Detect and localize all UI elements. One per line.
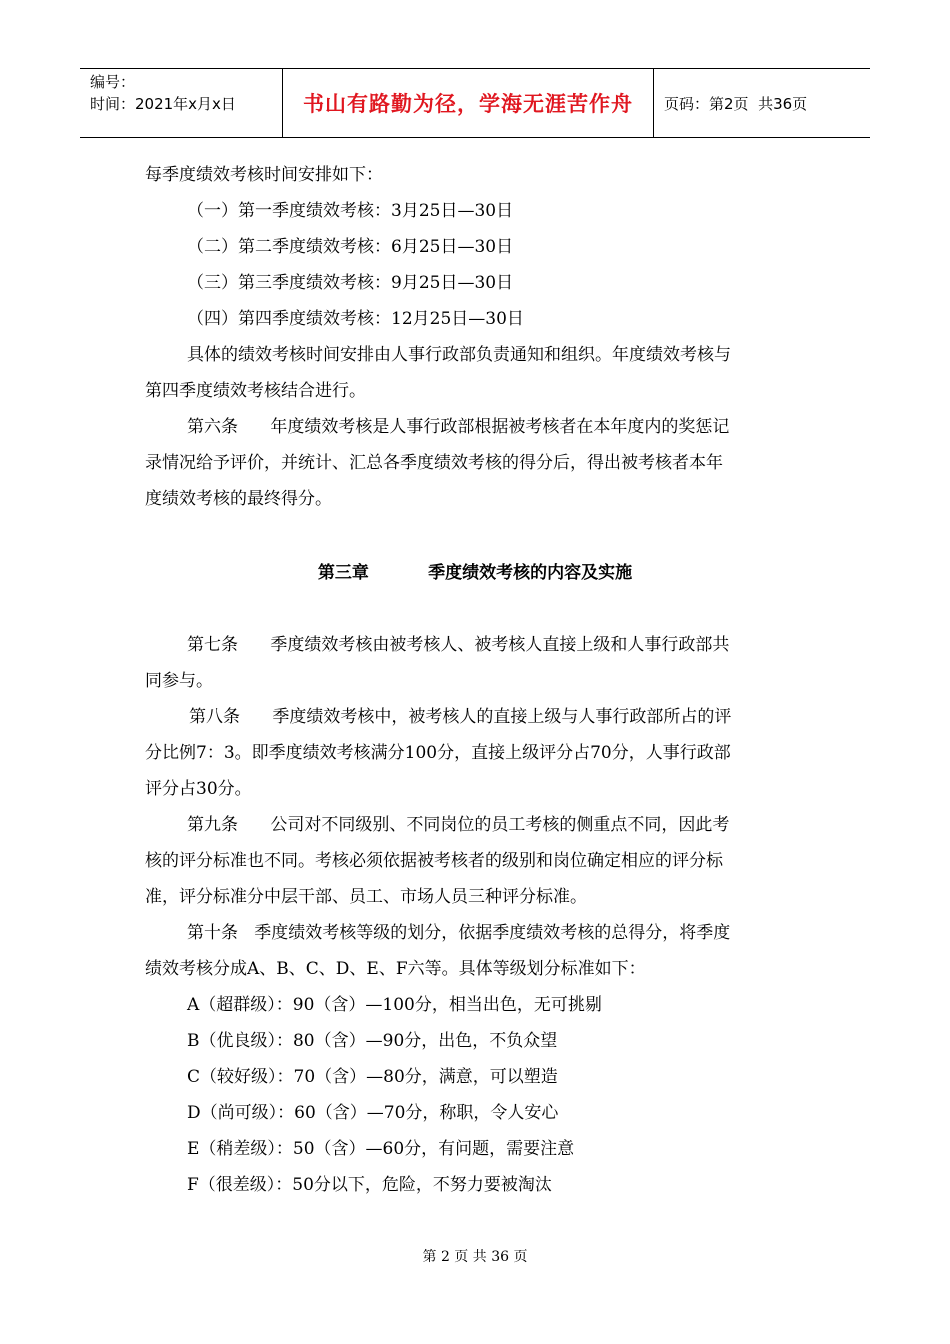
header-page-info <box>654 69 870 137</box>
article-6-line: 第六条 年度绩效考核是人事行政部根据被考核者在本年度内的奖惩记 <box>187 417 730 437</box>
article-8-line: 分比例7：3。即季度绩效考核满分100分，直接上级评分占70分，人事行政部 <box>145 743 731 763</box>
article-8-line: 第八条 季度绩效考核中，被考核人的直接上级与人事行政部所占的评 <box>189 707 732 727</box>
page-info-text: 页码：第2页 共36页 <box>664 94 808 113</box>
date-label: 时间：2021年x月x日 <box>90 95 236 113</box>
schedule-item: （二）第二季度绩效考核：6月25日—30日 <box>187 237 514 257</box>
paragraph-line: 第四季度绩效考核结合进行。 <box>145 381 366 401</box>
article-10-line: 第十条 季度绩效考核等级的划分，依据季度绩效考核的总得分，将季度 <box>187 923 731 943</box>
grade-item: B（优良级）：80（含）—90分，出色，不负众望 <box>187 1031 558 1051</box>
article-9-line: 准，评分标准分中层干部、员工、市场人员三种评分标准。 <box>145 887 587 907</box>
paragraph-line: 具体的绩效考核时间安排由人事行政部负责通知和组织。年度绩效考核与 <box>187 345 731 365</box>
article-6-line: 录情况给予评价，并统计、汇总各季度绩效考核的得分后，得出被考核者本年 <box>145 453 723 473</box>
chapter-heading: 第三章 季度绩效考核的内容及实施 <box>317 563 633 583</box>
article-8-line: 评分占30分。 <box>145 779 252 799</box>
page-header <box>80 68 870 138</box>
serial-label: 编号： <box>90 73 136 91</box>
article-7-line: 第七条 季度绩效考核由被考核人、被考核人直接上级和人事行政部共 <box>187 635 730 655</box>
schedule-item: （一）第一季度绩效考核：3月25日—30日 <box>187 201 514 221</box>
article-7-line: 同参与。 <box>145 671 213 691</box>
header-motto: 书山有路勤为径，学海无涯苦作舟 <box>282 69 654 137</box>
schedule-item: （四）第四季度绩效考核：12月25日—30日 <box>187 309 524 329</box>
grade-item: F（很差级）：50分以下，危险，不努力要被淘汰 <box>187 1175 552 1195</box>
article-9-line: 核的评分标准也不同。考核必须依据被考核者的级别和岗位确定相应的评分标 <box>145 851 723 871</box>
grade-item: D（尚可级）：60（含）—70分，称职，令人安心 <box>187 1103 559 1123</box>
article-10-line: 绩效考核分成A、B、C、D、E、F六等。具体等级划分标准如下： <box>145 959 646 979</box>
intro-line: 每季度绩效考核时间安排如下： <box>145 165 383 185</box>
article-6-line: 度绩效考核的最终得分。 <box>145 489 332 509</box>
article-9-line: 第九条 公司对不同级别、不同岗位的员工考核的侧重点不同，因此考 <box>187 815 730 835</box>
grade-item: E（稍差级）：50（含）—60分，有问题，需要注意 <box>187 1139 575 1159</box>
page-footer: 第 2 页 共 36 页 <box>422 1249 528 1265</box>
grade-item: C（较好级）：70（含）—80分，满意，可以塑造 <box>187 1067 558 1087</box>
schedule-item: （三）第三季度绩效考核：9月25日—30日 <box>187 273 514 293</box>
header-meta <box>80 69 282 137</box>
grade-item: A（超群级）：90（含）—100分，相当出色，无可挑剔 <box>187 995 602 1015</box>
